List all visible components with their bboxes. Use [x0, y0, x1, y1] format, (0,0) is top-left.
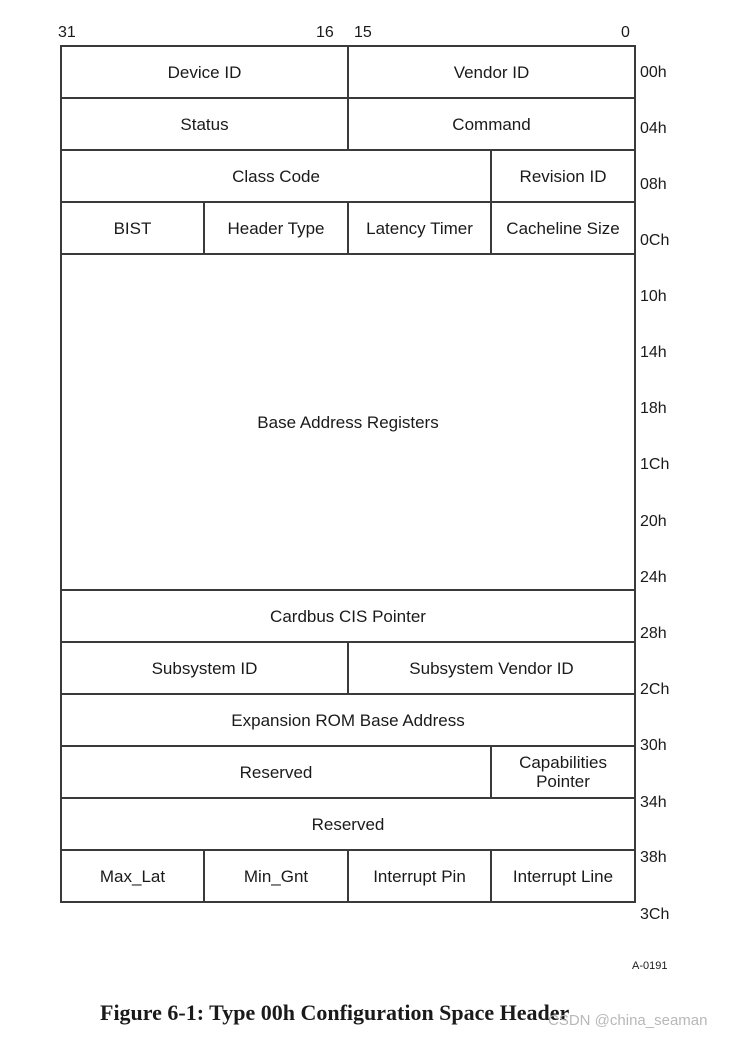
offset-label-14h: 14h [640, 344, 667, 361]
field-max-lat: Max_Lat [61, 850, 204, 902]
offset-label-18h: 18h [640, 400, 667, 417]
field-cardbus-cis-pointer: Cardbus CIS Pointer [61, 590, 635, 642]
register-row-08h [61, 150, 635, 202]
field-subsystem-vendor-id: Subsystem Vendor ID [348, 642, 635, 694]
field-command: Command [348, 98, 635, 150]
register-row-04h [61, 98, 635, 150]
field-interrupt-line: Interrupt Line [491, 850, 635, 902]
register-table [60, 45, 636, 903]
offset-label-24h: 24h [640, 569, 667, 586]
offset-label-34h: 34h [640, 794, 667, 811]
field-vendor-id: Vendor ID [348, 46, 635, 98]
bit-label-16: 16 [316, 24, 334, 41]
figure-caption: Figure 6-1: Type 00h Configuration Space Header [100, 1000, 570, 1025]
register-row-30h [61, 694, 635, 746]
offset-label-04h: 04h [640, 120, 667, 137]
field-min-gnt: Min_Gnt [204, 850, 348, 902]
register-row-2ch [61, 642, 635, 694]
field-cacheline-size: Cacheline Size [491, 202, 635, 254]
field-interrupt-pin: Interrupt Pin [348, 850, 491, 902]
watermark: CSDN @china_seaman [548, 1012, 708, 1029]
bit-label-0: 0 [621, 24, 630, 41]
bit-label-15: 15 [354, 24, 372, 41]
offset-label-08h: 08h [640, 176, 667, 193]
config-space-diagram [60, 45, 634, 903]
field-reserved-38h: Reserved [61, 798, 635, 850]
offset-label-10h: 10h [640, 288, 667, 305]
field-device-id: Device ID [61, 46, 348, 98]
field-capabilities-pointer: Capabilities Pointer [491, 746, 635, 798]
field-header-type: Header Type [204, 202, 348, 254]
field-latency-timer: Latency Timer [348, 202, 491, 254]
offset-label-00h: 00h [640, 64, 667, 81]
offset-label-20h: 20h [640, 513, 667, 530]
offset-label-2ch: 2Ch [640, 681, 670, 698]
offset-label-38h: 38h [640, 849, 667, 866]
register-row-34h [61, 746, 635, 798]
bit-label-31: 31 [58, 24, 76, 41]
field-class-code: Class Code [61, 150, 491, 202]
register-row-00h [61, 46, 635, 98]
offset-label-0ch: 0Ch [640, 232, 670, 249]
register-row-10h-24h [61, 254, 635, 590]
register-row-0ch [61, 202, 635, 254]
field-expansion-rom-base-address: Expansion ROM Base Address [61, 694, 635, 746]
offset-label-30h: 30h [640, 737, 667, 754]
offset-label-1ch: 1Ch [640, 456, 670, 473]
register-row-3ch [61, 850, 635, 902]
field-bist: BIST [61, 202, 204, 254]
field-status: Status [61, 98, 348, 150]
register-row-28h [61, 590, 635, 642]
field-reserved-34h: Reserved [61, 746, 491, 798]
field-revision-id: Revision ID [491, 150, 635, 202]
register-row-38h [61, 798, 635, 850]
figure-number: A-0191 [632, 960, 668, 972]
offset-label-3ch: 3Ch [640, 906, 670, 923]
field-subsystem-id: Subsystem ID [61, 642, 348, 694]
offset-label-28h: 28h [640, 625, 667, 642]
field-base-address-registers: Base Address Registers [61, 254, 635, 590]
